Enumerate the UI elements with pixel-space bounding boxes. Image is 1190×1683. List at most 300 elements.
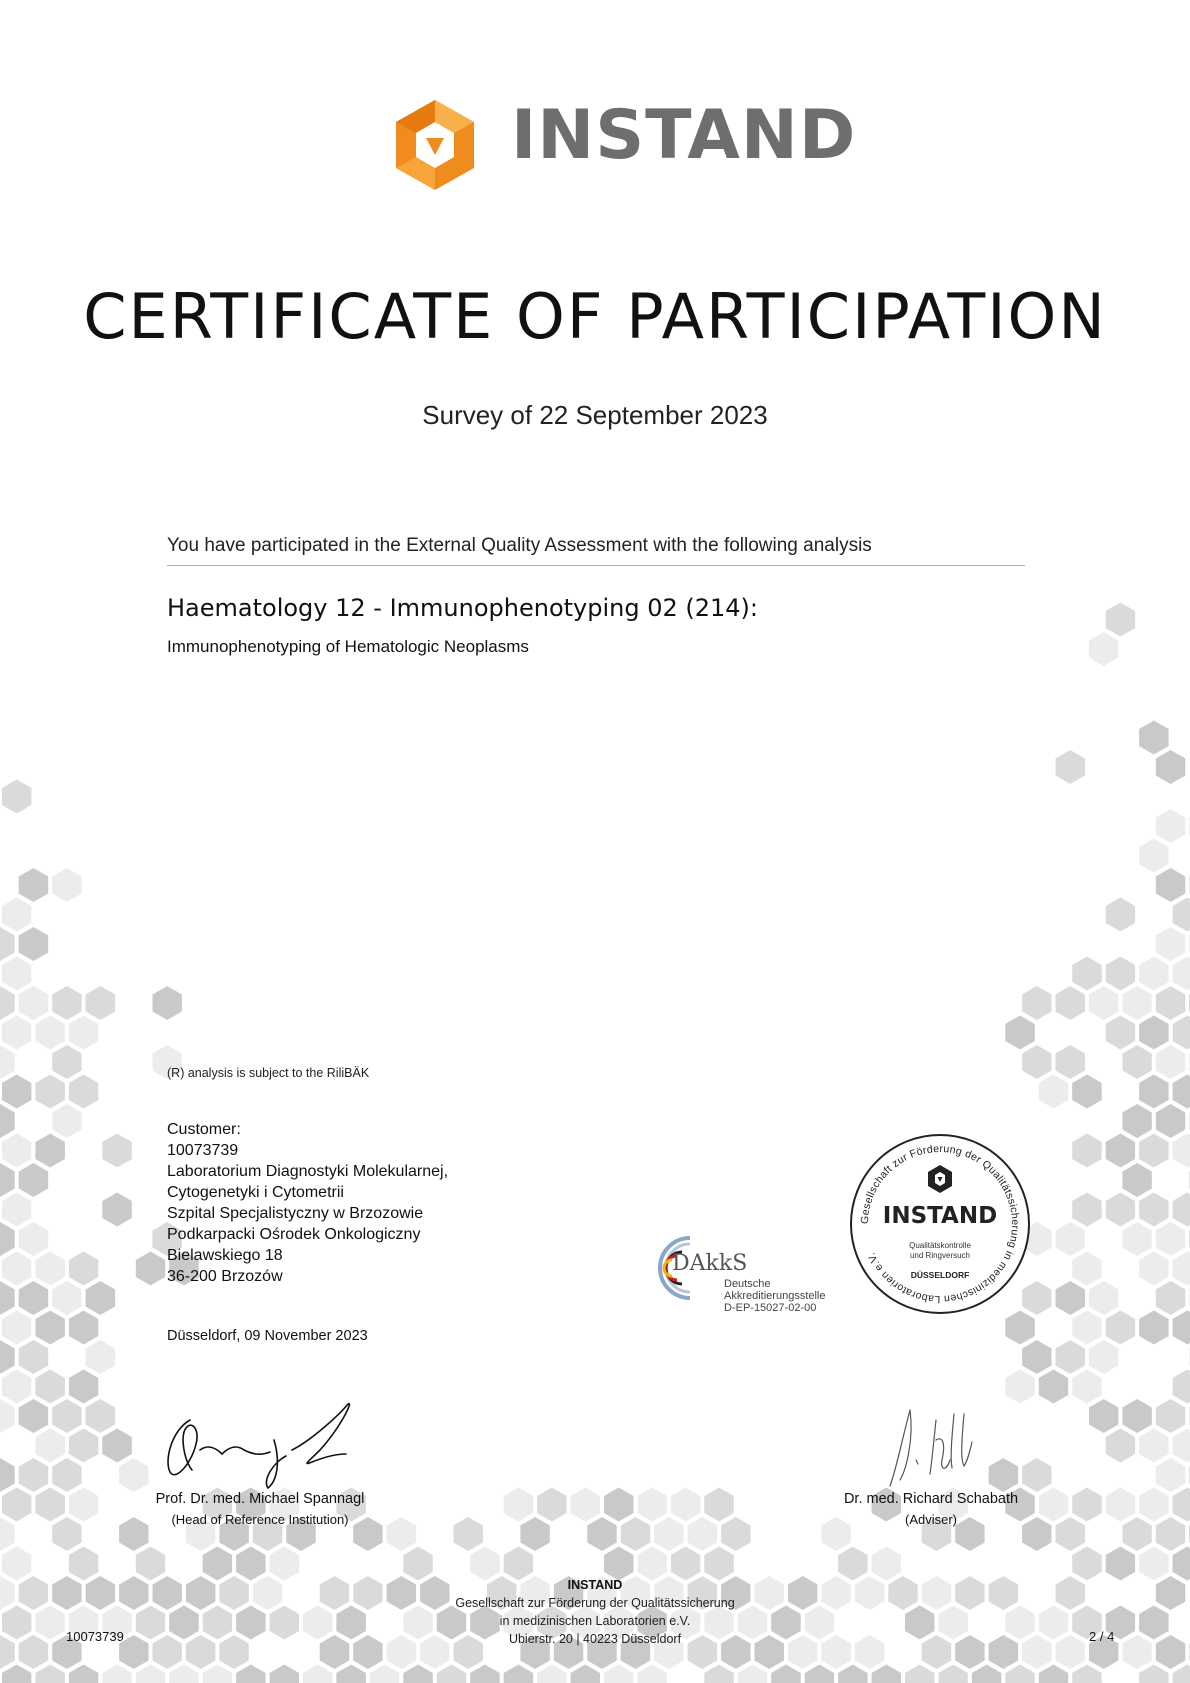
hexagon-tile bbox=[2, 1665, 31, 1683]
hexagon-tile bbox=[1122, 1517, 1151, 1551]
hexagon-tile bbox=[1056, 1635, 1086, 1669]
hexagon-tile bbox=[136, 1547, 165, 1581]
hexagon-tile bbox=[1106, 1429, 1135, 1463]
hexagon-tile bbox=[821, 1576, 850, 1610]
hexagon-tile bbox=[1056, 1281, 1086, 1315]
hexagon-tile bbox=[35, 1606, 65, 1640]
hexagon-tile bbox=[2, 1370, 31, 1404]
hexagon-tile bbox=[69, 1665, 98, 1683]
hexagon-tile bbox=[1139, 1193, 1169, 1227]
hexagon-tile bbox=[1022, 1635, 1051, 1669]
hexagon-tile bbox=[153, 1576, 182, 1610]
hexagon-tile bbox=[1139, 1429, 1169, 1463]
signer-schabath bbox=[820, 1491, 1042, 1527]
customer-id: 10073739 bbox=[167, 1142, 239, 1159]
svg-text:Gesellschaft zur Förderung der: Gesellschaft zur Förderung der Qualitätssicherung in medizinischen Laboratorien e.V. bbox=[858, 1142, 1022, 1306]
hexagon-tile bbox=[1106, 1311, 1135, 1345]
hexagon-tile bbox=[1056, 750, 1086, 784]
hexagon-tile bbox=[1089, 632, 1118, 666]
hexagon-tile bbox=[872, 1547, 901, 1581]
hexagon-tile bbox=[888, 1576, 917, 1610]
hexagon-tile bbox=[1122, 1104, 1151, 1138]
signer-role: (Adviser) bbox=[904, 1512, 957, 1527]
hexagon-tile bbox=[1139, 1311, 1169, 1345]
hexagon-tile bbox=[504, 1488, 533, 1522]
hexagon-tile bbox=[1156, 750, 1186, 784]
hexagon-tile bbox=[922, 1576, 952, 1610]
hexagon-tile bbox=[35, 1370, 65, 1404]
hexagon-tile bbox=[403, 1665, 433, 1683]
hexagon-tile bbox=[0, 1045, 15, 1079]
hexagon-tile bbox=[219, 1576, 248, 1610]
hexagon-tile bbox=[270, 1547, 299, 1581]
instand-logo-icon bbox=[392, 98, 478, 192]
hexagon-tile bbox=[939, 1606, 968, 1640]
hexagon-tile bbox=[805, 1606, 834, 1640]
hexagon-tile bbox=[19, 1576, 49, 1610]
hexagon-tile bbox=[972, 1665, 1001, 1683]
hexagon-tile bbox=[654, 1517, 683, 1551]
page-number: 2 / 4 bbox=[1089, 1629, 1115, 1644]
hexagon-tile bbox=[52, 1576, 81, 1610]
hexagon-tile bbox=[1005, 1665, 1035, 1683]
hexagon-tile bbox=[621, 1517, 651, 1551]
hexagon-tile bbox=[1072, 1370, 1102, 1404]
hexagon-tile bbox=[1106, 1134, 1135, 1168]
hexagon-tile bbox=[336, 1665, 366, 1683]
hexagon-tile bbox=[1005, 1606, 1035, 1640]
hexagon-tile bbox=[69, 1075, 98, 1109]
hexagon-tile bbox=[1106, 1488, 1135, 1522]
hexagon-tile bbox=[1156, 809, 1186, 843]
analysis-detail: Immunophenotyping of Hematologic Neoplasms bbox=[167, 637, 529, 656]
hexagon-tile bbox=[1072, 1311, 1102, 1345]
hexagon-tile bbox=[1106, 1193, 1135, 1227]
hexagon-tile bbox=[1005, 1016, 1035, 1050]
hexagon-tile bbox=[2, 1075, 31, 1109]
hexagon-tile bbox=[1072, 1134, 1102, 1168]
hexagon-tile bbox=[0, 1222, 15, 1256]
hexagon-tile bbox=[1039, 1665, 1068, 1683]
hexagon-tile bbox=[119, 1458, 148, 1492]
hexagon-tile bbox=[1089, 1281, 1118, 1315]
hexagon-tile bbox=[872, 1665, 901, 1683]
instand-logo bbox=[392, 96, 857, 194]
hexagon-tile bbox=[52, 1517, 81, 1551]
hexagon-tile bbox=[2, 1134, 31, 1168]
hexagon-tile bbox=[370, 1665, 399, 1683]
hexagon-tile bbox=[704, 1488, 734, 1522]
hexagon-tile bbox=[52, 1281, 81, 1315]
hexagon-tile bbox=[2, 1547, 31, 1581]
hexagon-tile bbox=[537, 1665, 567, 1683]
hexagon-tile bbox=[704, 1665, 734, 1683]
hexagon-tile bbox=[102, 1665, 132, 1683]
hexagon-tile bbox=[671, 1488, 700, 1522]
hexagon-tile bbox=[153, 986, 182, 1020]
hexagon-tile bbox=[69, 1547, 98, 1581]
hexagon-tile bbox=[253, 1576, 282, 1610]
hexagon-tile bbox=[604, 1665, 634, 1683]
hexagon-tile bbox=[520, 1517, 549, 1551]
hexagon-tile bbox=[69, 1252, 98, 1286]
hexagon-tile bbox=[353, 1576, 382, 1610]
hexagon-tile bbox=[1173, 1134, 1190, 1168]
hexagon-tile bbox=[35, 1488, 65, 1522]
footer-line-1: Gesellschaft zur Förderung der Qualitätssicherung bbox=[455, 1596, 735, 1610]
customer-street: Bielawskiego 18 bbox=[167, 1247, 283, 1264]
hexagon-tile bbox=[35, 1665, 65, 1683]
hexagon-tile bbox=[203, 1606, 232, 1640]
hexagon-tile bbox=[0, 1163, 15, 1197]
customer-block bbox=[167, 1119, 448, 1287]
dakks-accreditation-number: D-EP-15027-02-00 bbox=[724, 1302, 817, 1314]
hexagon-tile bbox=[1156, 1517, 1186, 1551]
hexagon-tile bbox=[1139, 957, 1169, 991]
hexagon-tile bbox=[119, 1576, 148, 1610]
hexagon-tile bbox=[69, 1429, 98, 1463]
hexagon-tile bbox=[1173, 1370, 1190, 1404]
hexagon-tile bbox=[86, 1399, 116, 1433]
hexagon-tile bbox=[19, 868, 49, 902]
hexagon-tile bbox=[186, 1635, 216, 1669]
hexagon-tile bbox=[35, 1311, 65, 1345]
hexagon-tile bbox=[1173, 898, 1190, 932]
signature-schabath bbox=[880, 1400, 990, 1495]
hexagon-tile bbox=[153, 1635, 182, 1669]
hexagon-tile bbox=[270, 1606, 299, 1640]
hexagon-tile bbox=[320, 1635, 350, 1669]
hexagon-tile bbox=[1072, 1488, 1102, 1522]
signer-name: Prof. Dr. med. Michael Spannagl bbox=[155, 1491, 365, 1507]
hexagon-tile bbox=[19, 1635, 49, 1669]
hexagon-tile bbox=[1122, 986, 1151, 1020]
hexagon-tile bbox=[35, 1429, 65, 1463]
hexagon-tile bbox=[1139, 1665, 1169, 1683]
hexagon-tile bbox=[955, 1576, 984, 1610]
survey-date: Survey of 22 September 2023 bbox=[422, 400, 768, 430]
hexagon-tile bbox=[638, 1665, 667, 1683]
hexagon-tile bbox=[1089, 1399, 1118, 1433]
logo-wordmark: INSTAND bbox=[511, 96, 857, 175]
hexagon-tile bbox=[587, 1517, 616, 1551]
hexagon-tile bbox=[69, 1311, 98, 1345]
dakks-line-2: Akkreditierungsstelle bbox=[724, 1290, 826, 1302]
hexagon-tile bbox=[454, 1517, 484, 1551]
hexagon-tile bbox=[571, 1665, 600, 1683]
hexagon-tile bbox=[1022, 986, 1051, 1020]
hexagon-tile bbox=[1089, 1340, 1118, 1374]
hexagon-tile bbox=[604, 1488, 634, 1522]
hexagon-tile bbox=[19, 1399, 49, 1433]
footer-brand: INSTAND bbox=[567, 1578, 623, 1592]
hexagon-tile bbox=[86, 1281, 116, 1315]
hexagon-tile bbox=[1156, 1399, 1186, 1433]
hexagon-tile bbox=[102, 1193, 132, 1227]
rilibaek-note: (R) analysis is subject to the RiliBÄK bbox=[167, 1066, 370, 1080]
hexagon-tile bbox=[1106, 603, 1135, 637]
hexagon-tile bbox=[721, 1517, 750, 1551]
hexagon-tile bbox=[1072, 1075, 1102, 1109]
hexagon-tile bbox=[1156, 1104, 1186, 1138]
hexagon-tile bbox=[1173, 1252, 1190, 1286]
hexagon-tile bbox=[336, 1606, 366, 1640]
hexagon-tile bbox=[1156, 986, 1186, 1020]
customer-line: Cytogenetyki i Cytometrii bbox=[167, 1184, 344, 1201]
hexagon-tile bbox=[1056, 1576, 1086, 1610]
hexagon-tile bbox=[1156, 927, 1186, 961]
signature-spannagl bbox=[162, 1400, 362, 1490]
hexagon-tile bbox=[537, 1488, 567, 1522]
customer-line: Laboratorium Diagnostyki Molekularnej, bbox=[167, 1163, 449, 1180]
hexagon-tile bbox=[1173, 1016, 1190, 1050]
hexagon-tile bbox=[1039, 1606, 1068, 1640]
hexagon-tile bbox=[219, 1635, 248, 1669]
hexagon-tile bbox=[1156, 1635, 1186, 1669]
hexagon-tile bbox=[320, 1576, 350, 1610]
signer-role: (Head of Reference Institution) bbox=[171, 1512, 349, 1527]
hexagon-tile bbox=[0, 1399, 15, 1433]
hexagon-tile bbox=[186, 1576, 216, 1610]
hexagon-tile bbox=[169, 1665, 199, 1683]
hexagon-tile bbox=[2, 1252, 31, 1286]
footer-line-2: in medizinischen Laboratorien e.V. bbox=[499, 1614, 691, 1628]
instand-seal bbox=[849, 1133, 1031, 1315]
hexagon-tile bbox=[1122, 1045, 1151, 1079]
hexagon-tile bbox=[1173, 1311, 1190, 1345]
hexagon-tile bbox=[1173, 1547, 1190, 1581]
seal-line-2: und Ringversuch bbox=[909, 1251, 971, 1260]
hexagon-tile bbox=[2, 1311, 31, 1345]
hexagon-tile bbox=[35, 1075, 65, 1109]
hexagon-tile bbox=[2, 1193, 31, 1227]
hexagon-tile bbox=[2, 898, 31, 932]
hexagon-tile bbox=[738, 1665, 767, 1683]
hexagon-tile bbox=[1039, 1370, 1068, 1404]
hexagon-tile bbox=[1173, 1075, 1190, 1109]
hexagon-tile bbox=[1139, 1488, 1169, 1522]
hexagon-tile bbox=[1122, 1635, 1151, 1669]
hexagon-tile bbox=[1039, 1075, 1068, 1109]
hexagon-tile bbox=[2, 1488, 31, 1522]
hexagon-tile bbox=[1056, 1045, 1086, 1079]
hexagon-tile bbox=[1156, 1222, 1186, 1256]
hexagon-tile bbox=[1122, 1222, 1151, 1256]
hexagon-tile bbox=[1106, 1016, 1135, 1050]
hexagon-tile bbox=[1122, 1399, 1151, 1433]
hexagon-tile bbox=[1173, 1665, 1190, 1683]
signer-name: Dr. med. Richard Schabath bbox=[843, 1491, 1019, 1507]
hexagon-tile bbox=[838, 1665, 868, 1683]
hexagon-tile bbox=[1056, 986, 1086, 1020]
hexagon-tile bbox=[52, 1045, 81, 1079]
hexagon-tile bbox=[270, 1665, 299, 1683]
hexagon-tile bbox=[1056, 1517, 1086, 1551]
hexagon-tile bbox=[1122, 1163, 1151, 1197]
hexagon-tile bbox=[2, 1016, 31, 1050]
hexagon-tile bbox=[136, 1252, 165, 1286]
hexagon-tile bbox=[19, 986, 49, 1020]
hexagon-tile bbox=[1156, 1458, 1186, 1492]
hexagon-tile bbox=[0, 1458, 15, 1492]
customer-label: Customer: bbox=[167, 1121, 241, 1138]
hexagon-tile bbox=[236, 1606, 266, 1640]
hexagon-tile bbox=[1173, 957, 1190, 991]
hexagon-tile bbox=[989, 1576, 1019, 1610]
footer-line-3: Ubierstr. 20 | 40223 Düsseldorf bbox=[508, 1632, 682, 1646]
hexagon-tile bbox=[1106, 957, 1135, 991]
certificate-title: CERTIFICATE OF PARTICIPATION bbox=[83, 280, 1107, 353]
hexagon-tile bbox=[855, 1576, 885, 1610]
hexagon-tile bbox=[2, 957, 31, 991]
footer-address bbox=[395, 1576, 795, 1648]
hexagon-tile bbox=[353, 1635, 382, 1669]
hexagon-tile bbox=[1173, 1488, 1190, 1522]
hexagon-tile bbox=[1005, 1311, 1035, 1345]
dakks-line-1: Deutsche bbox=[724, 1278, 771, 1290]
hexagon-tile bbox=[102, 1429, 132, 1463]
hexagon-tile bbox=[1005, 1370, 1035, 1404]
hexagon-tile bbox=[1022, 1458, 1051, 1492]
hexagon-tile bbox=[0, 927, 15, 961]
hexagon-tile bbox=[0, 1517, 15, 1551]
hexagon-tile bbox=[35, 1016, 65, 1050]
hexagon-tile bbox=[1139, 1547, 1169, 1581]
hexagon-tile bbox=[1139, 1075, 1169, 1109]
hexagon-tile bbox=[922, 1635, 952, 1669]
hexagon-tile bbox=[203, 1547, 232, 1581]
hexagon-tile bbox=[1139, 721, 1169, 755]
signer-spannagl bbox=[140, 1491, 380, 1527]
hexagon-tile bbox=[86, 1576, 116, 1610]
hexagon-tile bbox=[35, 1134, 65, 1168]
hexagon-tile bbox=[0, 986, 15, 1020]
hexagon-tile bbox=[821, 1635, 850, 1669]
customer-line: Szpital Specjalistyczny w Brzozowie bbox=[167, 1205, 424, 1222]
hexagon-tile bbox=[52, 1399, 81, 1433]
hexagon-tile bbox=[1072, 1547, 1102, 1581]
hexagon-tile bbox=[939, 1665, 968, 1683]
hexagon-tile bbox=[1039, 1488, 1068, 1522]
hexagon-tile bbox=[1106, 898, 1135, 932]
customer-city: 36-200 Brzozów bbox=[167, 1268, 283, 1285]
hexagon-tile bbox=[19, 1340, 49, 1374]
hexagon-tile bbox=[989, 1635, 1019, 1669]
hexagon-tile bbox=[86, 1340, 116, 1374]
hexagon-tile bbox=[504, 1665, 533, 1683]
hexagon-tile bbox=[0, 1104, 15, 1138]
hexagon-tile bbox=[1156, 1576, 1186, 1610]
hexagon-tile bbox=[470, 1665, 500, 1683]
hexagon-tile bbox=[1139, 1134, 1169, 1168]
hexagon-tile bbox=[0, 1281, 15, 1315]
hexagon-tile bbox=[1139, 1252, 1169, 1286]
dakks-name: DAkkS bbox=[672, 1251, 748, 1276]
hexagon-tile bbox=[955, 1635, 984, 1669]
hexagon-tile bbox=[989, 1458, 1019, 1492]
hexagon-tile bbox=[1139, 839, 1169, 873]
place-and-date: Düsseldorf, 09 November 2023 bbox=[167, 1328, 368, 1344]
hexagon-tile bbox=[1173, 1429, 1190, 1463]
hexagon-tile bbox=[203, 1665, 232, 1683]
hexagon-tile bbox=[1072, 1665, 1102, 1683]
hexagon-tile bbox=[69, 1370, 98, 1404]
hexagon-tile bbox=[19, 1222, 49, 1256]
customer-line: Podkarpacki Ośrodek Onkologiczny bbox=[167, 1226, 421, 1243]
hexagon-tile bbox=[102, 1134, 132, 1168]
hexagon-tile bbox=[19, 1163, 49, 1197]
hexagon-tile bbox=[838, 1547, 868, 1581]
hexagon-tile bbox=[2, 1606, 31, 1640]
hexagon-tile bbox=[69, 1488, 98, 1522]
hexagon-tile bbox=[571, 1488, 600, 1522]
hexagon-tile bbox=[1156, 1281, 1186, 1315]
hexagon-tile bbox=[855, 1635, 885, 1669]
hexagon-tile bbox=[905, 1665, 935, 1683]
hexagon-tile bbox=[1072, 1252, 1102, 1286]
hexagon-tile bbox=[1173, 1193, 1190, 1227]
hexagon-tile bbox=[387, 1517, 417, 1551]
hexagon-tile bbox=[236, 1665, 266, 1683]
hexagon-tile bbox=[638, 1488, 667, 1522]
seal-line-1: Qualitätskontrolle bbox=[909, 1241, 971, 1250]
hexagon-tile bbox=[19, 927, 49, 961]
hexagon-tile bbox=[2, 780, 31, 814]
hexagon-tile bbox=[169, 1606, 199, 1640]
hexagon-tile bbox=[35, 1252, 65, 1286]
hexagon-tile bbox=[1156, 868, 1186, 902]
hexagon-tile bbox=[136, 1665, 165, 1683]
hexagon-tile bbox=[19, 1281, 49, 1315]
hexagon-tile bbox=[52, 1458, 81, 1492]
hexagon-tile bbox=[52, 868, 81, 902]
hexagon-tile bbox=[52, 986, 81, 1020]
hexagon-tile bbox=[1022, 1340, 1051, 1374]
hexagon-tile bbox=[1072, 1193, 1102, 1227]
hexagon-tile bbox=[1089, 986, 1118, 1020]
hexagon-tile bbox=[0, 1340, 15, 1374]
hexagon-tile bbox=[1056, 1222, 1086, 1256]
hexagon-tile bbox=[688, 1517, 718, 1551]
hexagon-tile bbox=[1022, 1045, 1051, 1079]
hexagon-tile bbox=[771, 1665, 801, 1683]
hexagon-tile bbox=[437, 1665, 466, 1683]
hexagon-tile bbox=[52, 1104, 81, 1138]
analysis-title: Haematology 12 - Immunophenotyping 02 (214): bbox=[167, 594, 758, 622]
hexagon-tile bbox=[1156, 1045, 1186, 1079]
hexagon-tile bbox=[1139, 1016, 1169, 1050]
hexagon-tile bbox=[19, 1458, 49, 1492]
hexagon-tile bbox=[805, 1665, 834, 1683]
hexagon-tile bbox=[86, 986, 116, 1020]
seal-city: DÜSSELDORF bbox=[910, 1270, 970, 1280]
hexagon-tile bbox=[303, 1665, 332, 1683]
seal-brand: INSTAND bbox=[882, 1203, 998, 1229]
hexagon-tile bbox=[136, 1606, 165, 1640]
footer-customer-id: 10073739 bbox=[66, 1629, 124, 1644]
hexagon-tile bbox=[236, 1547, 266, 1581]
hexagon-tile bbox=[1056, 1340, 1086, 1374]
intro-text: You have participated in the External Quality Assessment with the following analysis bbox=[167, 535, 1025, 566]
hexagon-tile bbox=[0, 1635, 15, 1669]
hexagon-tile bbox=[1072, 957, 1102, 991]
hexagon-tile bbox=[69, 1016, 98, 1050]
hexagon-tile bbox=[905, 1606, 935, 1640]
hexagon-tile bbox=[303, 1606, 332, 1640]
dakks-accreditation-mark bbox=[650, 1225, 840, 1317]
hexagon-tile bbox=[0, 1576, 15, 1610]
hexagon-tile bbox=[1106, 1547, 1135, 1581]
